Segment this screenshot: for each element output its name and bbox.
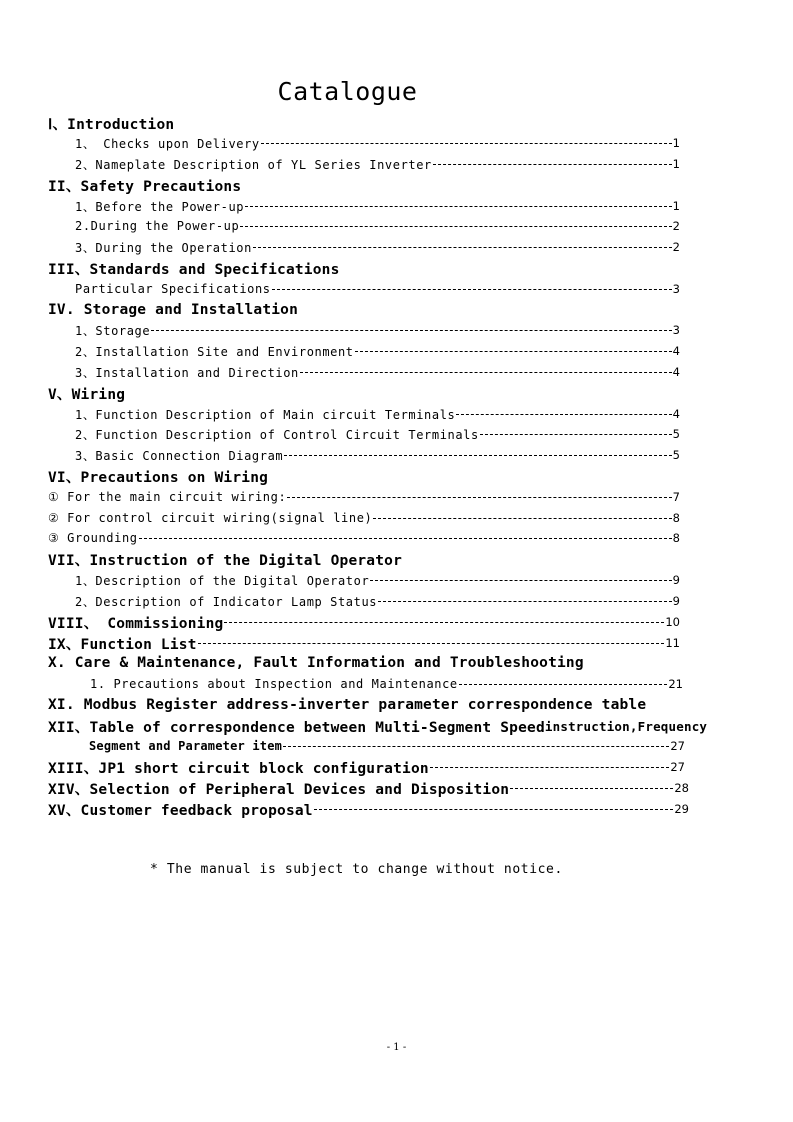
toc-page-number: 5 — [672, 427, 680, 441]
toc-heading-storage-installation[interactable] — [48, 300, 298, 320]
toc-page-number: 11 — [665, 636, 680, 650]
toc-entry-text: 3、During the Operation — [75, 240, 252, 255]
toc-entry-main-circuit-terminals[interactable] — [75, 404, 680, 424]
toc-entry-text: V、Wiring — [48, 386, 126, 403]
toc-entry-text: XIII、JP1 short circuit block configuration — [48, 760, 429, 777]
toc-entry-main-circuit-wiring[interactable] — [48, 487, 680, 507]
toc-page-number: 10 — [665, 615, 680, 629]
toc-heading-safety-precautions[interactable] — [48, 175, 241, 195]
toc-page-number: 3 — [672, 323, 680, 337]
toc-entry-text: 1、Before the Power-up — [75, 199, 245, 214]
toc-page-number: 3 — [672, 282, 680, 296]
toc-page-number: 9 — [672, 594, 680, 608]
toc-entry-text: 1. Precautions about Inspection and Maintenance — [90, 677, 458, 691]
toc-page-number: 2 — [672, 219, 680, 233]
toc-entry-text: Particular Specifications — [75, 282, 271, 296]
toc-entry-text: 2、Function Description of Control Circuit Terminals — [75, 427, 479, 442]
leader-dots — [224, 622, 664, 623]
toc-entry-during-operation[interactable] — [75, 237, 680, 257]
toc-entry-text: III、Standards and Specifications — [48, 261, 340, 278]
toc-heading-standards-specifications[interactable] — [48, 258, 340, 278]
toc-entry-description-digital-operator[interactable] — [75, 570, 680, 590]
toc-entry-text: 2、Installation Site and Environment — [75, 344, 354, 359]
toc-heading-jp1-configuration[interactable] — [48, 757, 685, 777]
toc-entry-text: II、Safety Precautions — [48, 178, 242, 195]
toc-entry-text: X. Care & Maintenance, Fault Information and Troubleshooting — [48, 655, 584, 671]
toc-page-number: 29 — [674, 802, 689, 816]
toc-page-number: 8 — [672, 511, 680, 525]
leader-dots — [459, 684, 668, 685]
toc-entry-text: IV. Storage and Installation — [48, 302, 299, 318]
toc-entry-grounding[interactable] — [48, 528, 680, 548]
toc-heading-customer-feedback[interactable] — [48, 799, 689, 819]
toc-entry-text: 1、Description of the Digital Operator — [75, 573, 370, 588]
leader-dots — [433, 164, 672, 165]
leader-dots — [283, 746, 669, 747]
page-title: Catalogue — [277, 77, 418, 106]
leader-dots — [284, 455, 671, 456]
leader-dots — [510, 788, 673, 789]
toc-entry-during-power-up[interactable] — [75, 216, 680, 236]
toc-page-number: 27 — [670, 760, 685, 774]
toc-entry-particular-specifications[interactable] — [75, 279, 680, 299]
toc-entry-indicator-lamp-status[interactable] — [75, 591, 680, 611]
leader-dots — [261, 143, 672, 144]
toc-entry-text: ③ Grounding — [48, 531, 138, 545]
leader-dots — [253, 247, 672, 248]
toc-entry-text: 2、Nameplate Description of YL Series Inverter — [75, 157, 432, 172]
toc-entry-text: 2、Description of Indicator Lamp Status — [75, 594, 378, 609]
toc-entry-text: 3、Installation and Direction — [75, 365, 299, 380]
toc-entry-text: VIII、 Commissioning — [48, 615, 224, 632]
toc-heading-digital-operator[interactable] — [48, 549, 402, 569]
toc-entry-text: 1、Function Description of Main circuit Terminals — [75, 407, 456, 422]
toc-heading-wiring[interactable] — [48, 383, 125, 403]
leader-dots — [373, 518, 671, 519]
toc-page-number: 4 — [672, 365, 680, 379]
leader-dots — [314, 809, 674, 810]
toc-entry-basic-connection-diagram[interactable] — [75, 445, 680, 465]
leader-dots — [430, 767, 670, 768]
leader-dots — [245, 206, 672, 207]
toc-heading-introduction[interactable] — [48, 113, 174, 133]
toc-heading-precautions-wiring[interactable] — [48, 466, 268, 486]
toc-entry-text: XII、Table of correspondence between Multi-Segment Speed — [48, 719, 545, 736]
toc-heading-function-list[interactable] — [48, 633, 680, 653]
toc-heading-commissioning[interactable] — [48, 612, 680, 632]
toc-entry-text: IX、Function List — [48, 636, 197, 653]
leader-dots — [378, 601, 672, 602]
toc-page-number: 2 — [672, 240, 680, 254]
toc-entry-installation-site[interactable] — [75, 341, 680, 361]
toc-page-number: 9 — [672, 573, 680, 587]
toc-entry-text: Segment and Parameter item — [89, 739, 283, 753]
leader-dots — [139, 538, 672, 539]
toc-entry-segment-parameter-item[interactable] — [89, 736, 685, 756]
toc-entry-text: Ⅰ、Introduction — [48, 116, 175, 133]
toc-heading-peripheral-devices[interactable] — [48, 778, 689, 798]
toc-page-number: 4 — [672, 344, 680, 358]
leader-dots — [480, 434, 672, 435]
toc-page-number: 1 — [672, 157, 680, 171]
leader-dots — [300, 372, 672, 373]
toc-entry-text: 3、Basic Connection Diagram — [75, 448, 284, 463]
leader-dots — [355, 351, 672, 352]
toc-heading-multi-segment-speed[interactable] — [48, 716, 707, 736]
toc-page-number: 8 — [672, 531, 680, 545]
toc-page-number: 7 — [672, 490, 680, 504]
toc-page-number: 28 — [674, 781, 689, 795]
leader-dots — [272, 289, 672, 290]
leader-dots — [240, 226, 671, 227]
leader-dots — [287, 497, 671, 498]
leader-dots — [370, 580, 671, 581]
toc-heading-modbus-register[interactable] — [48, 695, 646, 715]
toc-entry-checks-upon-delivery[interactable] — [75, 133, 680, 153]
toc-entry-text: 1、 Checks upon Delivery — [75, 136, 260, 151]
toc-entry-control-circuit-terminals[interactable] — [75, 424, 680, 444]
toc-page-number: 5 — [672, 448, 680, 462]
toc-entry-installation-direction[interactable] — [75, 362, 680, 382]
leader-dots — [151, 330, 671, 331]
toc-page-number: 1 — [672, 199, 680, 213]
page-number: - 1 - — [386, 1042, 407, 1053]
toc-page-number: 21 — [668, 677, 683, 691]
toc-page-number: 1 — [672, 136, 680, 150]
toc-entry-before-power-up[interactable] — [75, 196, 680, 216]
toc-entry-text: ① For the main circuit wiring: — [48, 490, 287, 504]
leader-dots — [456, 414, 671, 415]
toc-entry-text: VII、Instruction of the Digital Operator — [48, 552, 403, 569]
toc-entry-control-circuit-wiring[interactable] — [48, 508, 680, 528]
toc-entry-text: 1、Storage — [75, 323, 151, 338]
toc-entry-text: XIV、Selection of Peripheral Devices and Disposition — [48, 781, 510, 798]
toc-entry-text: ② For control circuit wiring(signal line) — [48, 511, 373, 525]
toc-page-number: 27 — [670, 739, 685, 753]
toc-entry-text: 2.During the Power-up — [75, 219, 240, 233]
toc-page-number: 4 — [672, 407, 680, 421]
toc-entry-text: VI、Precautions on Wiring — [48, 469, 269, 486]
toc-entry-storage[interactable] — [75, 320, 680, 340]
toc-entry-text: XI. Modbus Register address-inverter parameter correspondence table — [48, 697, 647, 713]
toc-entry-text-continued: instruction,Frequency — [544, 718, 708, 734]
change-notice: * The manual is subject to change without notice. — [150, 862, 563, 877]
toc-entry-nameplate-description[interactable] — [75, 154, 680, 174]
toc-entry-text: XV、Customer feedback proposal — [48, 802, 313, 819]
toc-entry-precautions-inspection[interactable] — [90, 674, 683, 694]
toc-heading-care-maintenance[interactable] — [48, 653, 584, 673]
leader-dots — [198, 643, 665, 644]
